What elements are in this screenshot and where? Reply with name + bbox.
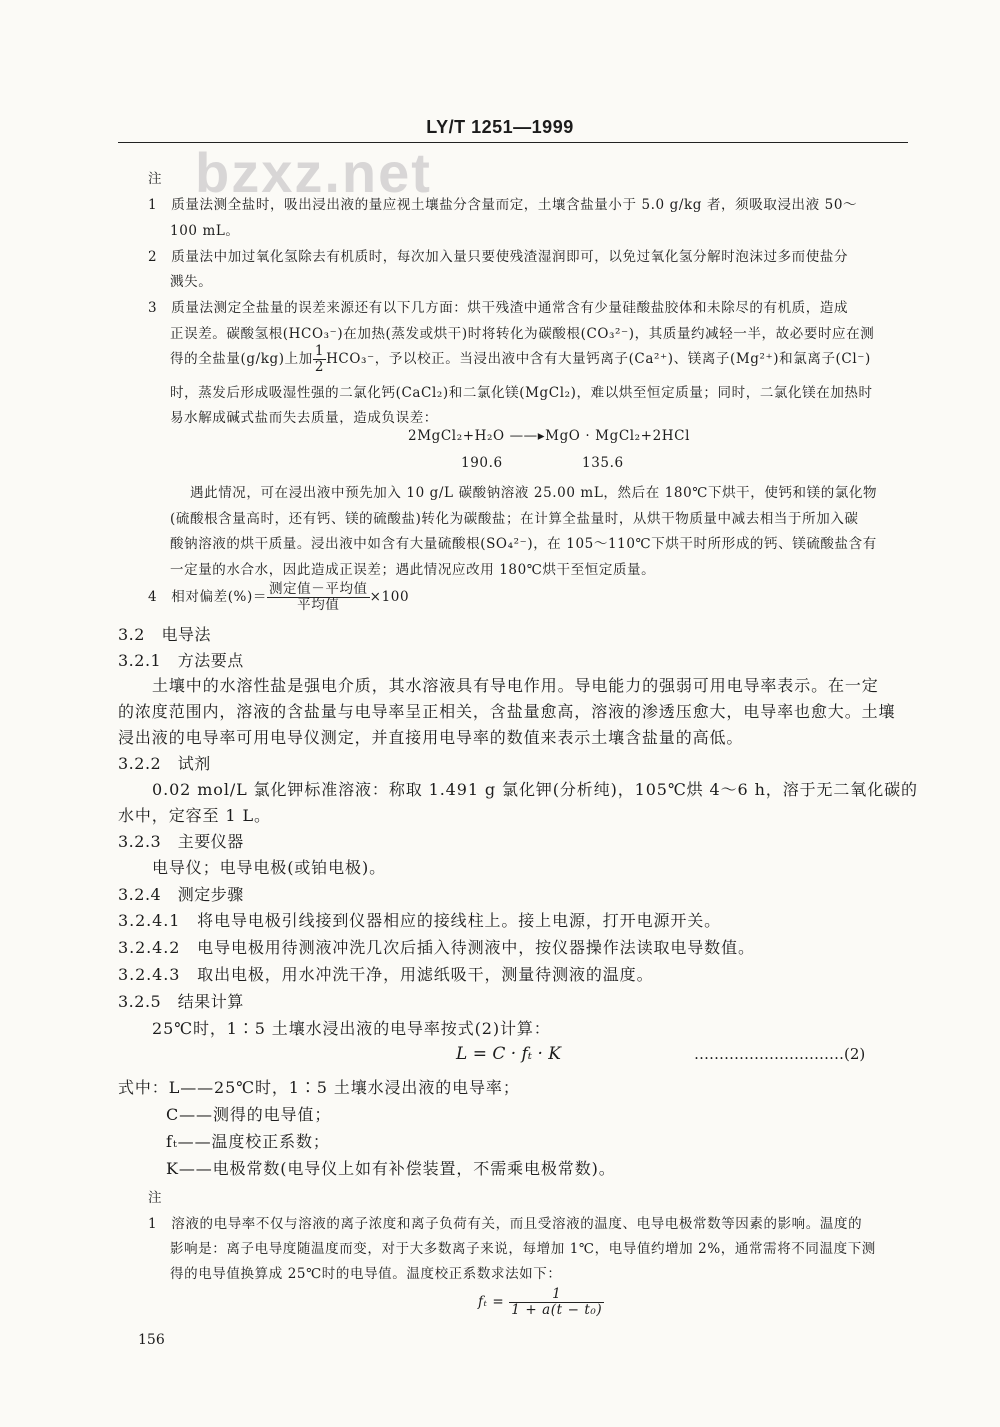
note-1-line-2: 100 mL。 [170, 223, 240, 239]
note-3-line-7: (硫酸根含量高时，还有钙、镁的硫酸盐)转化为碳酸盐；在计算全盐量时，从烘干物质量中减去相当于所加入碳 [170, 511, 859, 527]
section-3-2-3-title: 3.2.3 主要仪器 [118, 832, 244, 851]
watermark: bzxz.net [195, 141, 432, 204]
section-3-2-1-title: 3.2.1 方法要点 [118, 651, 244, 670]
reaction-equation: 2MgCl₂+H₂O ——▸MgO · MgCl₂+2HCl [408, 428, 690, 444]
note-2-1-line-3: 得的电导值换算成 25℃时的电导值。温度校正系数求法如下： [170, 1266, 562, 1282]
note-2-1-line-2: 影响是：离子电导度随温度而变，对于大多数离子来说，每增加 1℃，电导值约增加 2%，通常需将不同温度下测 [170, 1241, 876, 1257]
ft-denominator: 1 + a(t − t₀) [511, 1301, 603, 1318]
note-4 [148, 582, 409, 613]
note-1-line-1: 1 质量法测全盐时，吸出浸出液的量应视土壤盐分含量而定，土壤含盐量小于 5.0 g/kg 者，须吸取浸出液 50～ [148, 197, 858, 213]
equation-2: L = C · fₜ · K [456, 1044, 561, 1064]
paragraph-1-line-2: 的浓度范围内，溶液的含盐量与电导率呈正相关，含盐量愈高，溶液的渗透压愈大，电导率也愈大。土壤 [118, 702, 896, 721]
note-3-line-3 [170, 344, 871, 375]
ft-fraction [509, 1287, 604, 1318]
paragraph-3: 电导仪；电导电极(或铂电极)。 [152, 858, 386, 877]
ft-lhs: fₜ = [478, 1293, 505, 1310]
notes-title: 注 [148, 171, 163, 187]
step-3-2-4-2: 3.2.4.2 电导电极用待测液冲洗几次后插入待测液中，按仪器操作法读取电导数值。 [118, 938, 755, 957]
note-3-line-3-pre: 得的全盐量(g/kg)上加 [170, 350, 313, 367]
note-3-line-3-post: HCO₃⁻，予以校正。当浸出液中含有大量钙离子(Ca²⁺)、镁离子(Mg²⁺)和氯离子(Cl⁻) [326, 350, 871, 367]
notes-2-title: 注 [148, 1190, 163, 1206]
note-3-line-5: 易水解成碱式盐而失去质量，造成负误差： [170, 410, 438, 426]
paragraph-1-line-1: 土壤中的水溶性盐是强电介质，其水溶液具有导电作用。导电能力的强弱可用电导率表示。在一定 [152, 676, 879, 695]
note-4-post: ×100 [369, 588, 410, 605]
ft-numerator: 1 [509, 1287, 604, 1303]
rd-numerator: 测定值－平均值 [268, 581, 368, 597]
where-line-4: K——电极常数(电导仪上如有补偿装置，不需乘电极常数)。 [166, 1159, 616, 1178]
note-3-line-1: 3 质量法测定全盐量的误差来源还有以下几方面：烘干残渣中通常含有少量硅酸盐胶体和未除尽的有机质，造成 [148, 300, 849, 316]
half-fraction [313, 344, 326, 375]
half-numerator: 1 [314, 343, 325, 359]
note-2-line-2: 溅失。 [170, 274, 213, 290]
equation-2-tag: …………………………(2) [694, 1045, 866, 1063]
section-3-2-title: 3.2 电导法 [118, 625, 211, 644]
where-line-1: 式中：L——25℃时，1∶5 土壤水浸出液的电导率； [118, 1078, 520, 1097]
note-3-line-6: 遇此情况，可在浸出液中预先加入 10 g/L 碳酸钠溶液 25.00 mL，然后在 180℃下烘干，使钙和镁的氯化物 [190, 485, 878, 501]
step-3-2-4-3: 3.2.4.3 取出电极，用水冲洗干净，用滤纸吸干，测量待测液的温度。 [118, 965, 654, 984]
note-2-line-1: 2 质量法中加过氧化氢除去有机质时，每次加入量只要使残渣湿润即可，以免过氧化氢分解时泡沫过多而使盐分 [148, 249, 849, 265]
paragraph-2-line-2: 水中，定容至 1 L。 [118, 806, 271, 825]
standard-number: LY/T 1251—1999 [426, 117, 574, 137]
where-line-3: fₜ——温度校正系数； [166, 1132, 330, 1151]
note-3-line-8: 酸钠溶液的烘干质量。浸出液中如含有大量硫酸根(SO₄²⁻)，在 105～110℃下烘干时所形成的钙、镁硫酸盐含有 [170, 536, 877, 552]
half-denominator: 2 [314, 358, 325, 375]
rd-denominator: 平均值 [297, 596, 340, 613]
note-3-line-4: 时，蒸发后形成吸湿性强的二氯化钙(CaCl₂)和二氯化镁(MgCl₂)，难以烘至恒定质量；同时，二氯化镁在加热时 [170, 385, 873, 401]
note-3-line-9: 一定量的水合水，因此造成正误差；遇此情况应改用 180℃烘干至恒定质量。 [170, 562, 656, 578]
paragraph-2-line-1: 0.02 mol/L 氯化钾标准溶液：称取 1.491 g 氯化钾(分析纯)，105℃烘 4～6 h，溶于无二氧化碳的 [152, 780, 918, 799]
note-2-1-line-1: 1 溶液的电导率不仅与溶液的离子浓度和离子负荷有关，而且受溶液的温度、电导电极常数等因素的影响。温度的 [148, 1216, 863, 1232]
where-line-2: C——测得的电导值； [166, 1105, 332, 1124]
molar-mass-2: 135.6 [582, 455, 624, 471]
paragraph-5: 25℃时，1∶5 土壤水浸出液的电导率按式(2)计算： [152, 1019, 551, 1038]
note-3-line-2: 正误差。碳酸氢根(HCO₃⁻)在加热(蒸发或烘干)时将转化为碳酸根(CO₃²⁻)，其质量约减轻一半，故必要时应在测 [170, 326, 875, 342]
section-3-2-2-title: 3.2.2 试剂 [118, 754, 211, 773]
temperature-correction-formula [478, 1287, 604, 1318]
molar-mass-1: 190.6 [461, 455, 503, 471]
page-number: 156 [138, 1332, 165, 1348]
paragraph-1-line-3: 浸出液的电导率可用电导仪测定，并直接用电导率的数值来表示土壤含盐量的高低。 [118, 728, 744, 747]
section-3-2-4-title: 3.2.4 测定步骤 [118, 885, 244, 904]
section-3-2-5-title: 3.2.5 结果计算 [118, 992, 244, 1011]
step-3-2-4-1: 3.2.4.1 将电导电极引线接到仪器相应的接线柱上。接上电源，打开电源开关。 [118, 911, 722, 930]
note-4-pre: 4 相对偏差(%)＝ [148, 588, 267, 605]
relative-deviation-fraction [267, 582, 370, 613]
